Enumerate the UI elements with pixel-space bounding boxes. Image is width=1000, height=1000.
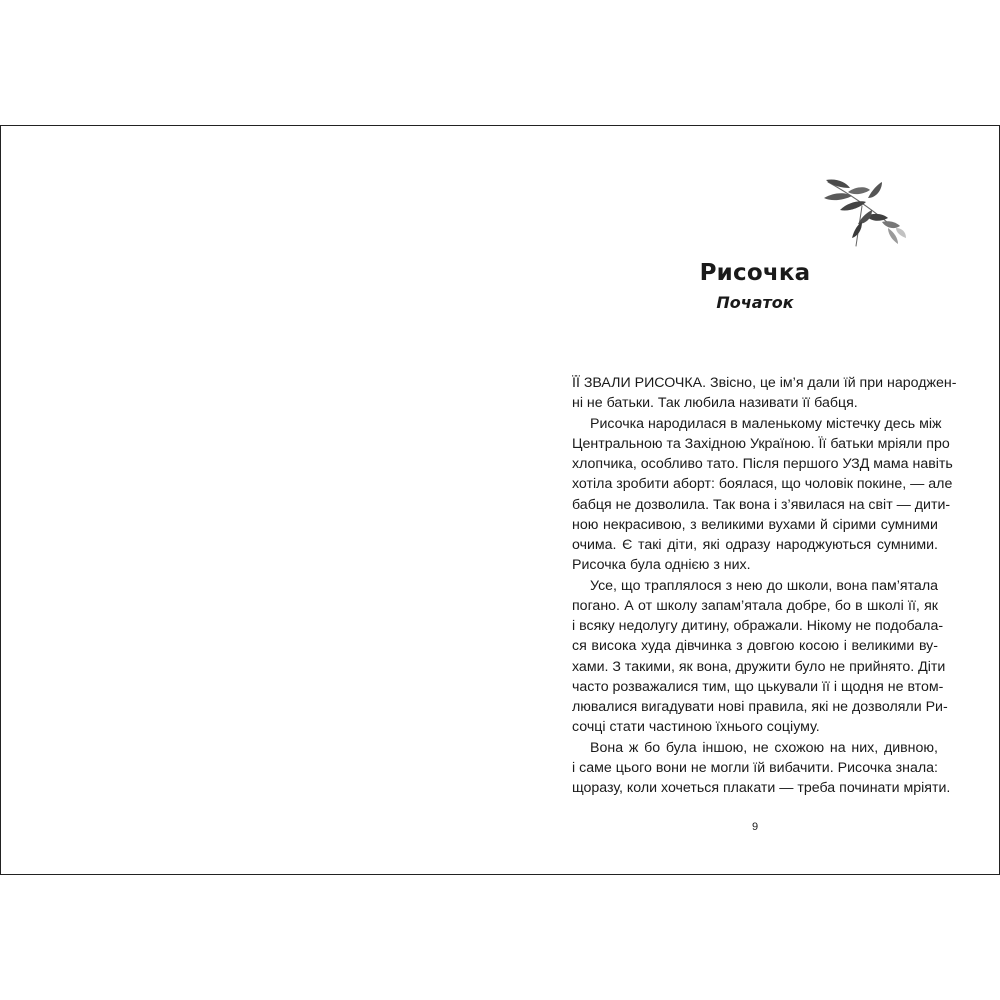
leaf-branch-icon	[822, 176, 908, 252]
chapter-title: Рисочка	[699, 260, 811, 286]
body-line: Усе, що траплялося з нею до школи, вона пам’ятала	[590, 577, 938, 594]
body-line: очима. Є такі діти, які одразу народжуються сумними.	[572, 537, 938, 553]
body-line: ною некрасивою, з великими вухами й сірими сумними	[572, 516, 938, 533]
left-page-blank	[1, 126, 500, 874]
body-line: сочці стати частиною їхнього соціуму.	[572, 719, 820, 736]
body-line: щоразу, коли хочеться плакати — треба починати мріяти.	[572, 780, 951, 796]
body-line: бабця не дозволила. Так вона і з’явилася на світ — дити-	[572, 496, 951, 513]
chapter-body-text	[572, 373, 957, 798]
body-line: Рисочка була однією з них.	[572, 557, 751, 574]
body-line: ся висока худа дівчинка з довгою косою і великими ву-	[572, 638, 938, 655]
body-line: хлопчика, особливо тато. Після першого УЗД мама навіть	[572, 456, 953, 472]
body-line: і всяку недолугу дитину, ображали. Нікому не подобала-	[572, 618, 944, 634]
book-spread	[0, 125, 1000, 875]
body-line: Вона ж бо була іншою, не схожою на них, дивною,	[590, 739, 938, 756]
page-number: 9	[751, 821, 759, 833]
body-line: Центральною та Західною Україною. Її батьки мріяли про	[572, 435, 950, 452]
body-line: хами. З такими, як вона, дружити було не прийнято. Діти	[572, 658, 946, 675]
chapter-subtitle: Початок	[716, 293, 794, 312]
body-line: часто розважалися тим, що цькували її і щодня не втом-	[572, 678, 944, 695]
body-line: Рисочка народилася в маленькому містечку десь між	[590, 415, 942, 432]
body-line: і саме цього вони не могли їй вибачити. Рисочка знала:	[572, 759, 938, 776]
body-line: ЇЇ ЗВАЛИ РИСОЧКА. Звісно, це ім’я дали їй при народжен-	[572, 375, 957, 391]
right-page	[500, 126, 999, 874]
body-line: погано. А от школу запам’ятала добре, бо в школі її, як	[572, 597, 938, 614]
body-line: лювалися вигадувати нові правила, які не дозволяли Ри-	[572, 699, 948, 715]
body-line: хотіла зробити аборт: боялася, що чоловік покине, — але	[572, 476, 953, 493]
body-line: ні не батьки. Так любила називати її бабця.	[572, 395, 858, 412]
